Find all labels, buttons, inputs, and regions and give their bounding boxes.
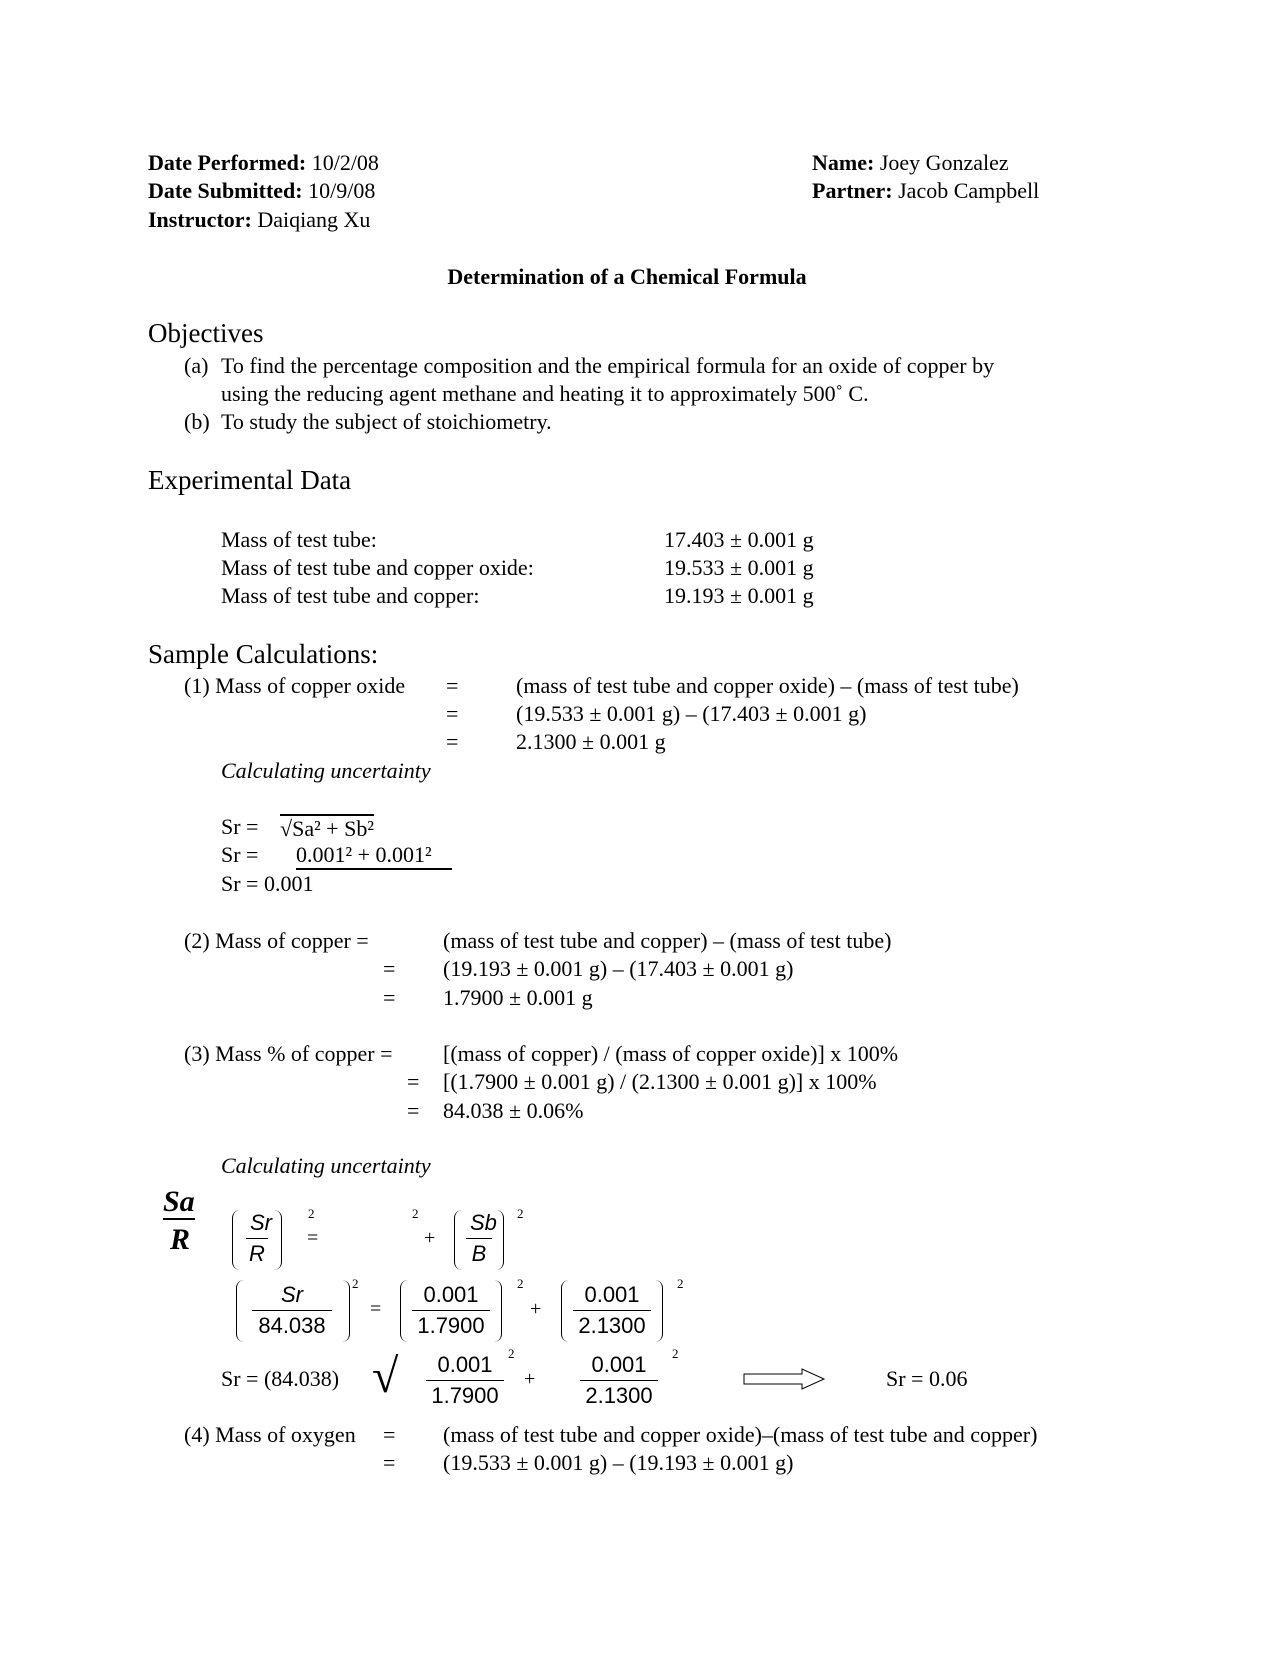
- calc-line: [(1.7900 ± 0.001 g) / (2.1300 ± 0.001 g)] x 100%: [443, 1069, 877, 1094]
- calc-line: 2.1300 ± 0.001 g: [516, 729, 666, 754]
- plus: +: [530, 1298, 542, 1320]
- sr-line: Sr =: [221, 842, 259, 867]
- experimental-heading: Experimental Data: [148, 465, 352, 495]
- data-label: Mass of test tube and copper oxide:: [221, 555, 534, 580]
- exponent: 2: [308, 1206, 315, 1221]
- sr-equation: Sr = (84.038): [221, 1366, 340, 1391]
- equals: =: [446, 729, 459, 754]
- objective-marker: (b): [184, 409, 210, 434]
- sa-symbol: Sa: [163, 1185, 195, 1218]
- calc-line: (mass of test tube and copper oxide)–(mass of test tube and copper): [443, 1422, 1038, 1447]
- uncertainty-label: Calculating uncertainty: [221, 1153, 431, 1178]
- equals: =: [307, 1227, 319, 1249]
- arrow-right-icon: [742, 1368, 826, 1390]
- objective-marker: (a): [184, 353, 209, 378]
- fraction-1: $\frac{0.001}{1.7900}$: [412, 1280, 490, 1341]
- equals: =: [370, 1298, 382, 1320]
- data-value: 19.193 ± 0.001 g: [664, 583, 814, 608]
- equals: =: [446, 673, 459, 698]
- exponent: 2: [352, 1276, 359, 1291]
- sqrt-formula: √Sa² + Sb²: [280, 816, 374, 841]
- data-label: Mass of test tube:: [221, 527, 377, 552]
- fraction-sb-b: $\frac{Sb}{B}$: [466, 1208, 492, 1269]
- calculations-heading: Sample Calculations:: [148, 639, 379, 669]
- calc-label: (4) Mass of oxygen: [184, 1422, 356, 1447]
- equals: =: [383, 956, 396, 981]
- student-name: Name: Joey Gonzalez: [812, 150, 1009, 175]
- fraction-4: $\frac{0.001}{2.1300}$: [580, 1350, 658, 1411]
- objective-text: To find the percentage composition and the empirical formula for an oxide of copper by: [221, 353, 995, 378]
- exponent: 2: [412, 1206, 419, 1221]
- exponent: 2: [508, 1346, 515, 1361]
- r-symbol: R: [170, 1223, 191, 1256]
- calc-line: (mass of test tube and copper) – (mass of test tube): [443, 928, 892, 953]
- calc-line: (19.193 ± 0.001 g) – (17.403 ± 0.001 g): [443, 956, 794, 981]
- instructor: Instructor: Daiqiang Xu: [148, 207, 371, 232]
- plus: +: [424, 1227, 436, 1249]
- data-value: 17.403 ± 0.001 g: [664, 527, 814, 552]
- fraction-sr-r: $\frac{Sr}{R}$: [246, 1208, 268, 1269]
- calc-label: (2) Mass of copper =: [184, 928, 369, 953]
- calc-label: (3) Mass % of copper =: [184, 1041, 393, 1066]
- data-label: Mass of test tube and copper:: [221, 583, 480, 608]
- data-value: 19.533 ± 0.001 g: [664, 555, 814, 580]
- calc-line: (19.533 ± 0.001 g) – (19.193 ± 0.001 g): [443, 1450, 794, 1475]
- equals: =: [446, 701, 459, 726]
- exponent: 2: [677, 1276, 684, 1291]
- partner-name: Partner: Jacob Campbell: [812, 178, 1040, 203]
- objective-text: To study the subject of stoichiometry.: [221, 409, 552, 434]
- fraction-3: $\frac{0.001}{1.7900}$: [426, 1350, 504, 1411]
- equals: =: [383, 1450, 396, 1475]
- fraction-2: $\frac{0.001}{2.1300}$: [573, 1280, 651, 1341]
- exponent: 2: [517, 1206, 524, 1221]
- equals: =: [383, 1422, 396, 1447]
- fraction-sr-84: $\frac{Sr}{84.038}$: [252, 1280, 332, 1341]
- calc-line: 84.038 ± 0.06%: [443, 1098, 584, 1123]
- sr-line: Sr =: [221, 814, 259, 839]
- uncertainty-label: Calculating uncertainty: [221, 758, 431, 783]
- equals: =: [407, 1069, 420, 1094]
- date-performed: Date Performed: 10/2/08: [148, 150, 379, 175]
- document-title: Determination of a Chemical Formula: [447, 264, 807, 289]
- plus: +: [524, 1368, 536, 1390]
- calc-line: (mass of test tube and copper oxide) – (mass of test tube): [516, 673, 1019, 698]
- sr-line: Sr = 0.001: [221, 871, 314, 896]
- date-submitted: Date Submitted: 10/9/08: [148, 178, 376, 203]
- exponent: 2: [672, 1346, 679, 1361]
- equals: =: [383, 985, 396, 1010]
- sr-values: 0.001² + 0.001²: [296, 842, 452, 870]
- calc-line: 1.7900 ± 0.001 g: [443, 985, 593, 1010]
- calc-line: (19.533 ± 0.001 g) – (17.403 ± 0.001 g): [516, 701, 867, 726]
- objective-text: using the reducing agent methane and heating it to approximately 500˚ C.: [221, 381, 869, 406]
- sr-result: Sr = 0.06: [886, 1366, 968, 1391]
- equals: =: [407, 1098, 420, 1123]
- objectives-heading: Objectives: [148, 318, 264, 348]
- sqrt-icon: √: [372, 1350, 399, 1403]
- calc-label: (1) Mass of copper oxide: [184, 673, 406, 698]
- exponent: 2: [517, 1276, 524, 1291]
- calc-line: [(mass of copper) / (mass of copper oxide)] x 100%: [443, 1041, 899, 1066]
